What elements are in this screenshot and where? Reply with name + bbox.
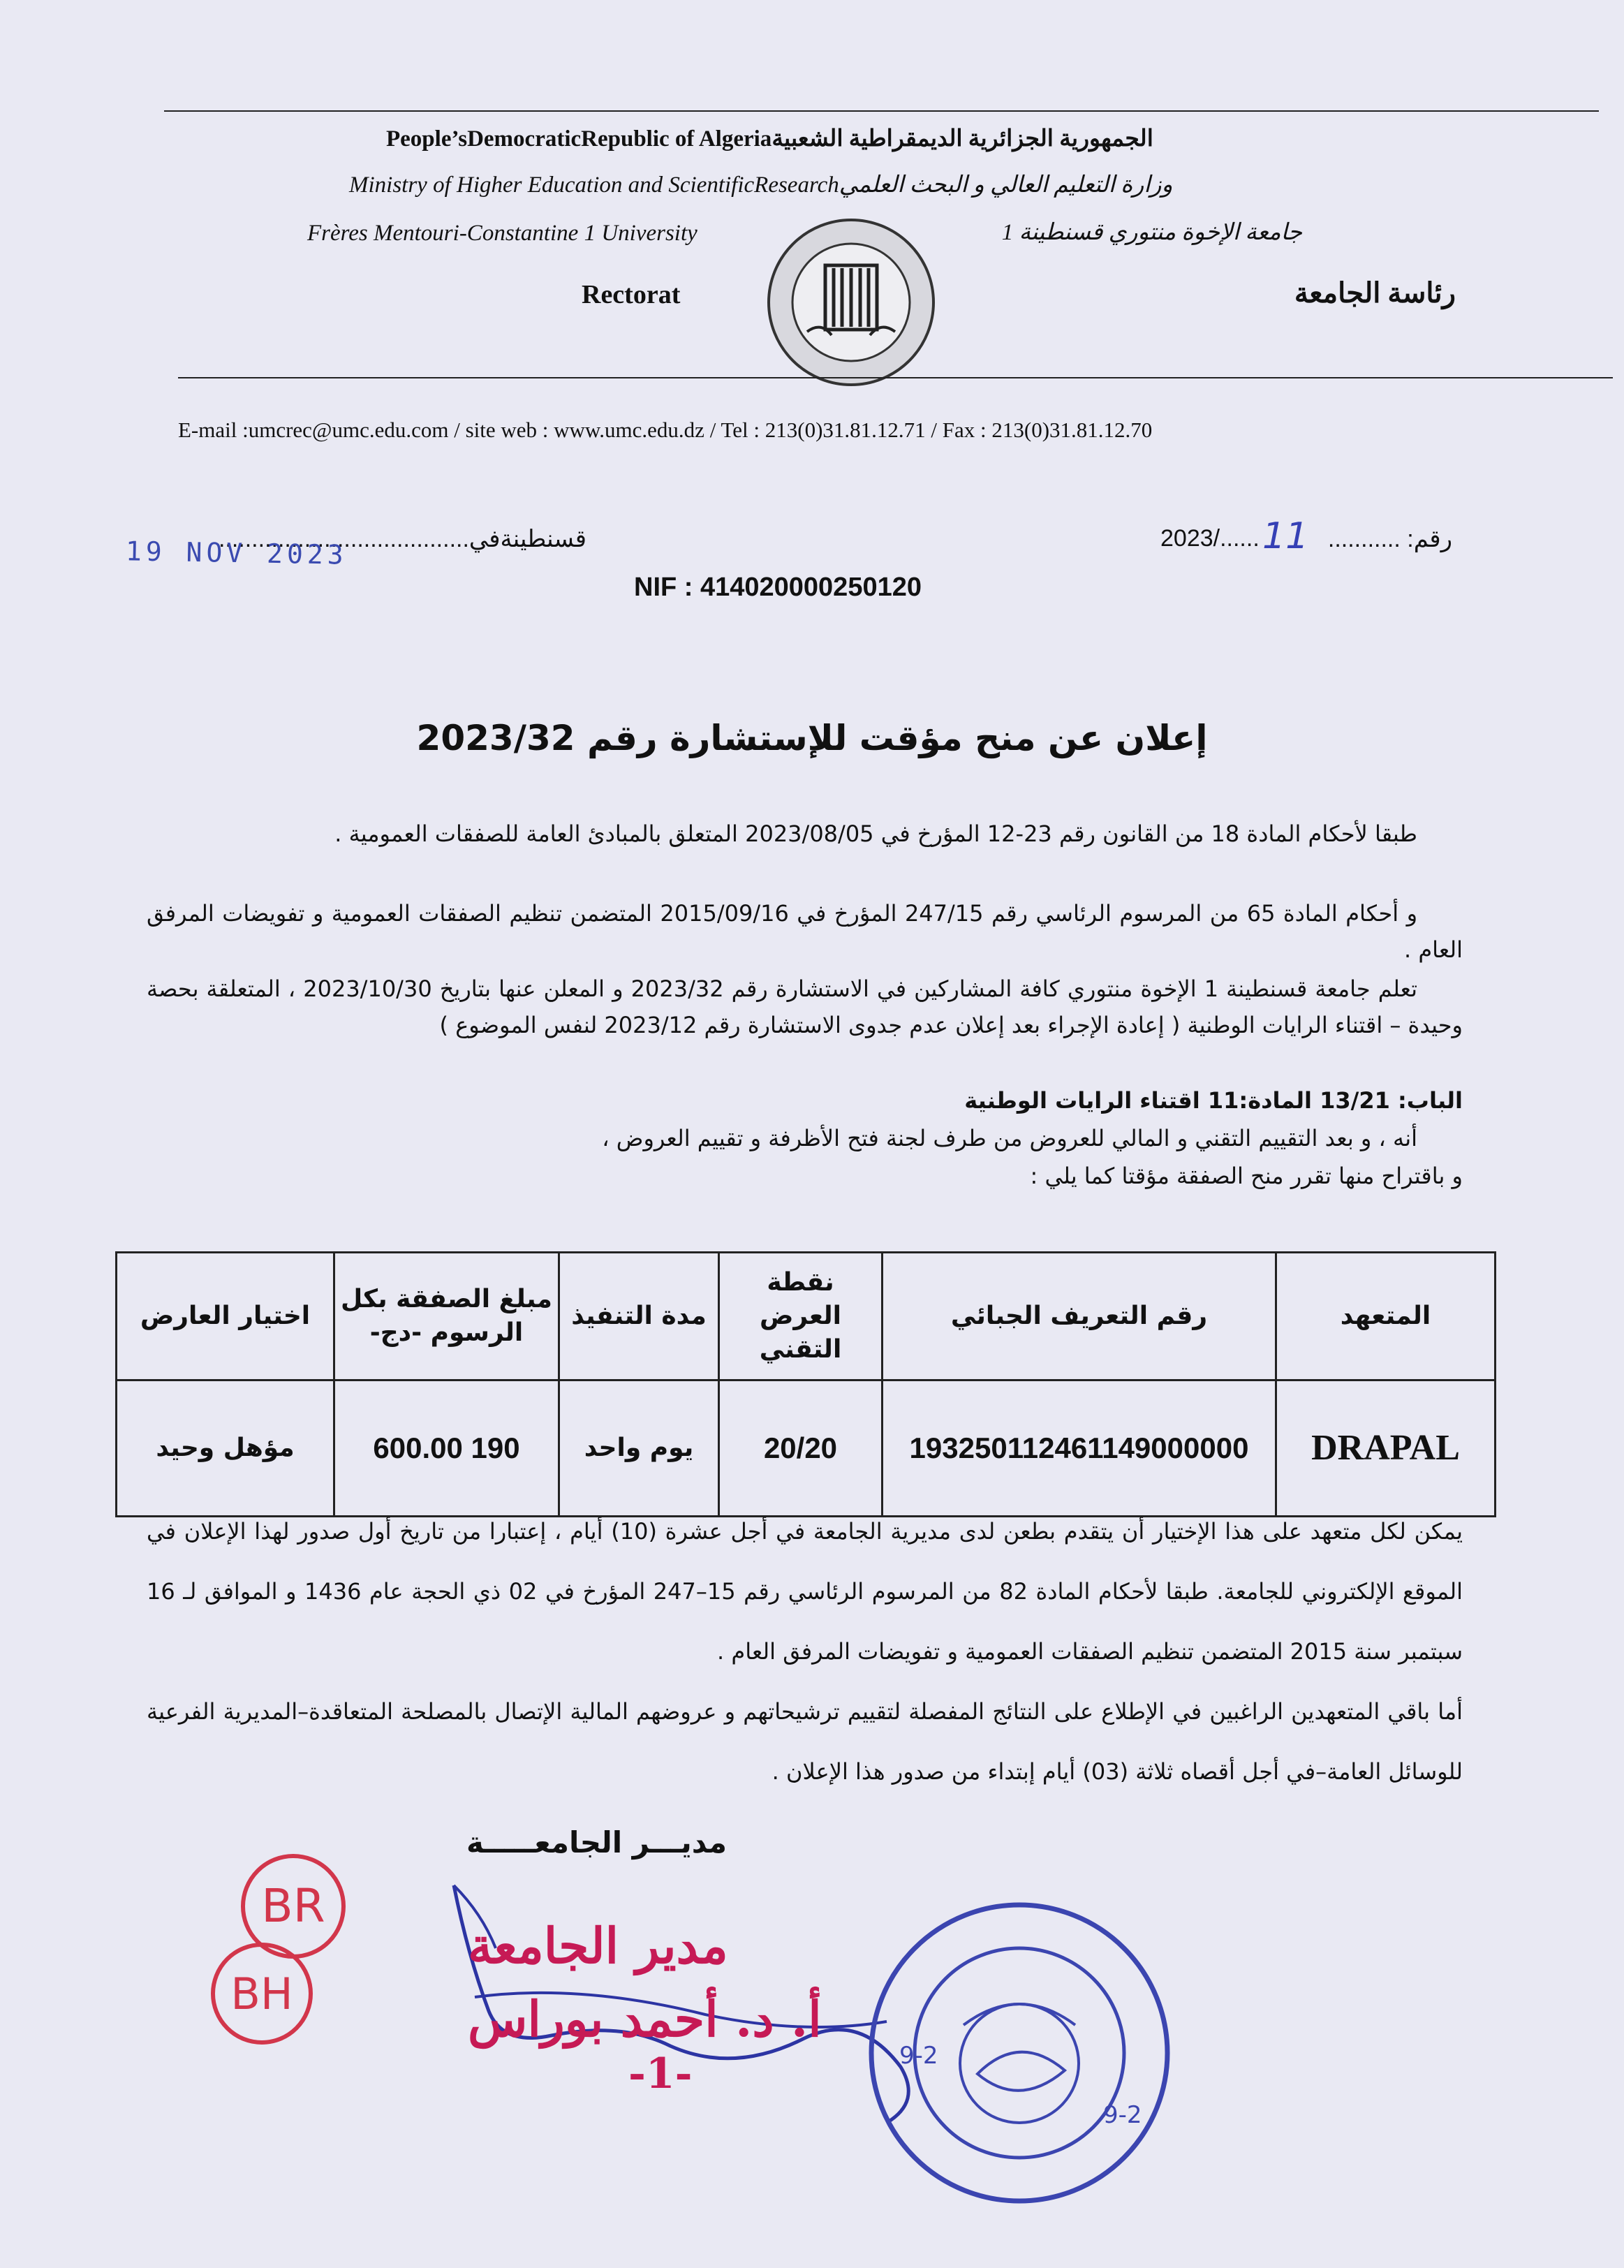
stamp-director-title: مدير الجامعة xyxy=(468,1917,728,1975)
header-university-ar: جامعة الإخوة منتوري قسنطينة 1 xyxy=(1001,220,1302,245)
paragraph-appeal-notice: يمكن لكل متعهد على هذا الإختيار أن يتقدم بطعن لدى مديرية الجامعة في أجل عشرة (10) أيام ، إعتبارا من تاريخ أول صدور لهذا الإعلان في الموقع الإلكتروني للجامعة. طبقا لأحكام المادة 82 من المرسوم الرئاسي رقم 15–247 المؤرخ في 02 ذي الحجة عام 1436 و الموافق لـ 16 سبتمبر سنة 2015 المتضمن تنظيم الصفقات العمومية و تفويضات المرفق العام . xyxy=(147,1518,1463,1665)
stamp-director-name: أ. د. أحمد بوراس xyxy=(468,1990,822,2048)
svg-text:9-2: 9-2 xyxy=(1103,2101,1142,2129)
nif-number: NIF : 414020000250120 xyxy=(634,573,922,602)
chapter-line: الباب: 13/21 المادة:11 اقتناء الرايات الوطنية xyxy=(964,1087,1463,1114)
header-duration: مدة التنفيذ xyxy=(559,1253,719,1380)
header-country: People’sDemocraticRepublic of Algeriaالجمهورية الجزائرية الديمقراطية الشعبية xyxy=(386,126,1153,152)
header-rectorat-fr: Rectorat xyxy=(582,280,681,309)
initials-stamp-bh xyxy=(206,1938,318,2049)
svg-text:9-2: 9-2 xyxy=(899,2042,938,2070)
place-date-label: قسنطينةفي...................................... xyxy=(218,526,586,552)
stamp-university-number: -1- xyxy=(628,2049,693,2098)
reference-number-handwritten: 11 xyxy=(1262,515,1309,557)
header-bidder: المتعهد xyxy=(1276,1253,1496,1380)
reference-label: رقم: ........... xyxy=(1327,526,1452,552)
initials-bh-text: BH xyxy=(230,1968,293,2019)
header-technical-score: نقطة العرض التقني xyxy=(719,1253,883,1380)
announcement-title: إعلان عن منح مؤقت للإستشارة رقم 2023/32 xyxy=(416,718,1208,758)
initials-br-text: BR xyxy=(261,1879,325,1933)
cell-duration: يوم واحد xyxy=(559,1380,719,1517)
paragraph-award-decision: و باقتراح منها تقرر منح الصفقة مؤقتا كما يلي : xyxy=(1030,1163,1463,1189)
header-top-rule xyxy=(164,110,1599,112)
date-stamp: 19 NOV 2023 xyxy=(125,536,348,570)
reference-year: 2023/...... xyxy=(1160,525,1260,552)
header-ministry: Ministry of Higher Education and ScientificResearchوزارة التعليم العالي و البحث العلمي xyxy=(349,172,1173,198)
university-logo xyxy=(765,216,937,388)
header-bottom-rule xyxy=(178,377,1613,378)
paragraph-contact-notice: أما باقي المتعهدين الراغبين في الإطلاع على النتائج المفصلة لتقييم ترشيحاتهم و عروضهم المالية الإتصال بالمصلحة المتعاقدة–المديرية الفرعية للوسائل العامة–في أجل أقصاه ثلاثة (03) أيام إبتداء من صدور هذا الإعلان . xyxy=(147,1698,1463,1785)
cell-amount: 190 600.00 xyxy=(334,1380,559,1517)
contact-line: E-mail :umcrec@umc.edu.com / site web : www.umc.edu.dz / Tel : 213(0)31.81.12.71 / Fax : 213(0)31.81.12.70 xyxy=(178,418,1153,442)
cell-tax-id: 193250112461149000000 xyxy=(883,1380,1276,1517)
paragraph-evaluation: أنه ، و بعد التقييم التقني و المالي للعروض من طرف لجنة فتح الأظرفة و تقييم العروض ، xyxy=(602,1125,1417,1151)
official-seal xyxy=(866,1899,1173,2207)
cell-bidder: DRAPAL xyxy=(1276,1380,1496,1517)
header-tax-id: رقم التعريف الجبائي xyxy=(883,1253,1276,1380)
paragraph-law-article-18: طبقا لأحكام المادة 18 من القانون رقم 23-12 المؤرخ في 2023/08/05 المتعلق بالمبادئ العامة للصفقات العمومية . xyxy=(334,820,1417,847)
cell-technical-score: 20/20 xyxy=(719,1380,883,1517)
header-rectorat-ar: رئاسة الجامعة xyxy=(1294,277,1456,309)
paragraph-decree-article-65: و أحكام المادة 65 من المرسوم الرئاسي رقم 247/15 المؤرخ في 2015/09/16 المتضمن تنظيم الصفقات العمومية و تفويضات المرفق العام . xyxy=(147,900,1463,963)
paragraph-consultation-notice: تعلم جامعة قسنطينة 1 الإخوة منتوري كافة المشاركين في الاستشارة رقم 2023/32 و المعلن عنها بتاريخ 2023/10/30 ، المتعلقة بحصة وحيدة – اقتناء الرايات الوطنية ( إعادة الإجراء بعد إعلان عدم جدوى الاستشارة رقم 2023/12 لنفس الموضوع ) xyxy=(147,975,1463,1038)
signature-title: مديـــر الجامعـــــة xyxy=(466,1825,728,1860)
cell-selection: مؤهل وحيد xyxy=(117,1380,334,1517)
table-header-row xyxy=(117,1253,1496,1380)
award-table xyxy=(115,1251,1496,1517)
header-university-fr: Frères Mentouri-Constantine 1 University xyxy=(307,221,697,246)
header-amount: مبلغ الصفقة بكل الرسوم -دج- xyxy=(334,1253,559,1380)
table-row xyxy=(117,1380,1496,1517)
header-selection: اختيار العارض xyxy=(117,1253,334,1380)
